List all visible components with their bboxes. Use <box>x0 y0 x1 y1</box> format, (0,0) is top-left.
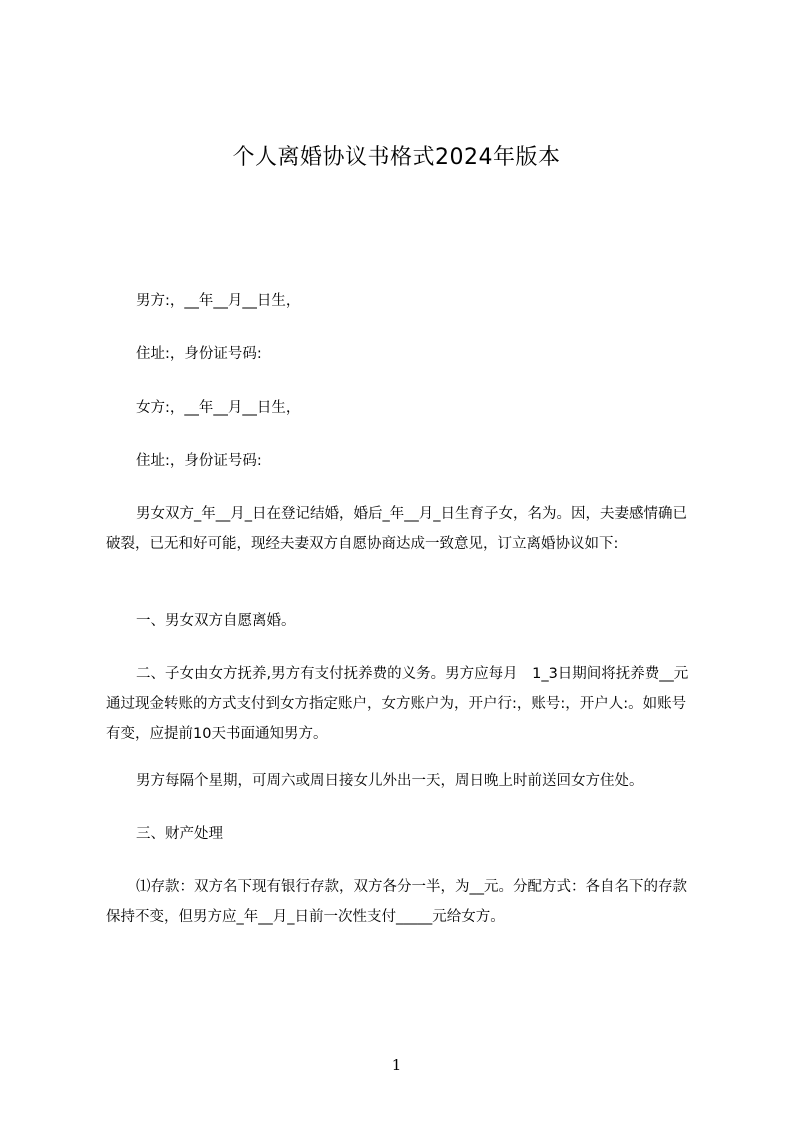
paragraph-clause-1: 一、男女双方自愿离婚。 <box>136 613 296 629</box>
paragraph-visitation: 男方每隔个星期，可周六或周日接女儿外出一天，周日晚上时前送回女方住处。 <box>136 773 644 789</box>
paragraph-female-address: 住址:，身份证号码: <box>136 453 262 469</box>
paragraph-deposits: ⑴存款：双方名下现有银行存款，双方各分一半，为__元。分配方式：各自名下的存款保持不变，但男方应_年__月_日前一次性支付_____元给女方。 <box>106 879 687 925</box>
paragraph-male-address: 住址:，身份证号码: <box>136 346 262 362</box>
paragraph-clause-2-child-support: 二、子女由女方抚养,男方有支付抚养费的义务。男方应每月 1_3日期间将抚养费__元通过现金转账的方式支付到女方指定账户，女方账户为，开户行:，账号:，开户人:。如账号有变，应提前10天书面通知男方。 <box>106 666 689 742</box>
document-title: 个人离婚协议书格式2024年版本 <box>232 145 561 170</box>
page-number: 1 <box>391 1056 402 1074</box>
paragraph-clause-3-property: 三、财产处理 <box>136 826 223 842</box>
paragraph-male-party: 男方:，__年__月__日生， <box>136 293 301 309</box>
paragraph-female-party: 女方:，__年__月__日生， <box>136 400 301 416</box>
paragraph-marriage-background: 男女双方_年__月_日在登记结婚，婚后_年__月_日生育子女，名为。因，夫妻感情确已破裂，已无和好可能，现经夫妻双方自愿协商达成一致意见，订立离婚协议如下: <box>106 506 687 552</box>
